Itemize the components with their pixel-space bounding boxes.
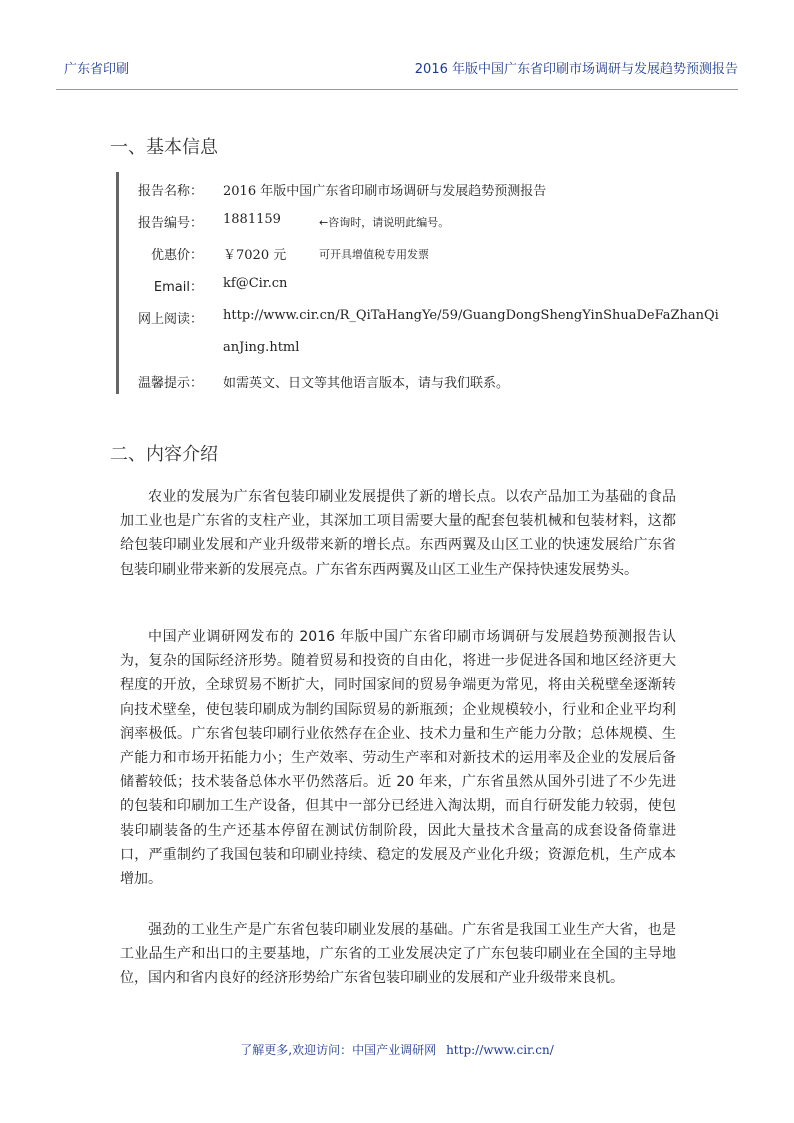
page-footer <box>0 1041 794 1058</box>
online-reading-link-cont[interactable]: anJing.html <box>223 340 300 355</box>
info-note: 可开具增值税专用发票 <box>319 248 429 261</box>
content-paragraph: 中国产业调研网发布的 2016 年版中国广东省印刷市场调研与发展趋势预测报告认为，复杂的国际经济形势。随着贸易和投资的自由化，将进一步促进各国和地区经济更大程度的开放，全球贸易不断扩大，同时国家间的贸易争端更为常见，将由关税壁垒逐渐转向技术壁垒，使包装印刷成为制约国际贸易的新瓶颈；企业规模较小，行业和企业平均利润率极低。广东省包装印刷行业依然存在企业、技术力量和生产能力分散；总体规模、生产能力和市场开拓能力小；生产效率、劳动生产率和对新技术的运用率及企业的发展后备储蓄较低；技术装备总体水平仍然落后。近 20 年来，广东省虽然从国外引进了不少先进的包装和印刷加工生产设备，但其中一部分已经进入淘汰期，而自行研发能力较弱，使包装印刷装备的生产还基本停留在测试仿制阶段，因此大量技术含量高的成套设备倚靠进口，严重制约了我国包装和印刷业持续、稳定的发展及产业化升级；资源危机，生产成本增加。 <box>120 629 676 888</box>
header-left-title: 广东省印刷 <box>64 62 130 77</box>
info-value: 1881159 <box>223 212 281 227</box>
info-label: 优惠价： <box>150 248 203 263</box>
content-paragraph: 农业的发展为广东省包装印刷业发展提供了新的增长点。以农产品加工为基础的食品加工业也是广东省的支柱产业，其深加工项目需要大量的配套包装机械和包装材料，这都给包装印刷业发展和产业升级带来新的增长点。东西两翼及山区工业的快速发展给广东省包装印刷业带来新的发展亮点。广东省东西两翼及山区工业生产保持快速发展势头。 <box>120 489 676 578</box>
email-link[interactable]: kf@Cir.cn <box>223 276 288 291</box>
content-paragraph: 强劲的工业生产是广东省包装印刷业发展的基础。广东省是我国工业生产大省，也是工业品生产和出口的主要基地，广东省的工业发展决定了广东包装印刷业在全国的主导地位，国内和省内良好的经济形势给广东省包装印刷业的发展和产业升级带来良机。 <box>120 922 676 987</box>
section-title-basic-info: 一、基本信息 <box>110 137 218 158</box>
section-title-content-intro: 二、内容介绍 <box>110 444 218 465</box>
info-label: 报告编号： <box>137 216 203 231</box>
info-value: 如需英文、日文等其他语言版本，请与我们联系。 <box>223 376 510 391</box>
info-label: 报告名称： <box>137 184 203 199</box>
header-right-title: 2016 年版中国广东省印刷市场调研与发展趋势预测报告 <box>414 62 738 77</box>
info-label: Email： <box>153 280 203 295</box>
info-note: ←咨询时，请说明此编号。 <box>319 216 450 229</box>
info-value: ￥7020 元 <box>223 248 287 263</box>
info-label: 温馨提示： <box>137 376 203 391</box>
online-reading-link[interactable]: http://www.cir.cn/R_QiTaHangYe/59/GuangDongShengYinShuaDeFaZhanQi <box>223 308 719 323</box>
info-value: 2016 年版中国广东省印刷市场调研与发展趋势预测报告 <box>223 184 547 199</box>
footer-url-link[interactable]: http://www.cir.cn/ <box>446 1043 554 1057</box>
basic-info-box <box>116 172 719 394</box>
header-divider <box>56 89 738 90</box>
info-label: 网上阅读： <box>137 312 203 327</box>
footer-text: 了解更多,欢迎访问：中国产业调研网 <box>240 1043 437 1057</box>
